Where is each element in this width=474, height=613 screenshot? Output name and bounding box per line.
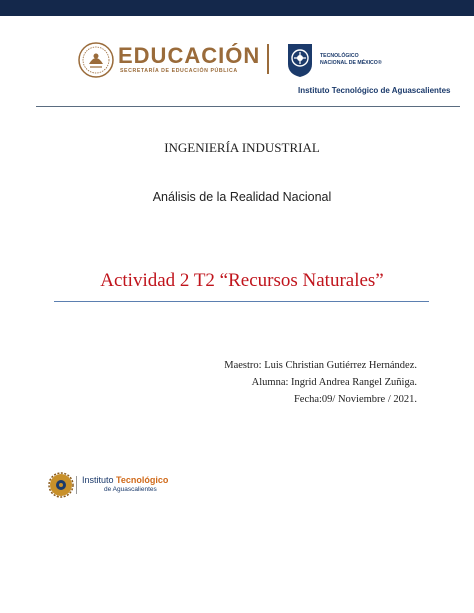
subject-name: Análisis de la Realidad Nacional — [152, 190, 332, 204]
sep-subtitle: SECRETARÍA DE EDUCACIÓN PÚBLICA — [120, 68, 238, 74]
student-line: Alumna: Ingrid Andrea Rangel Zuñiga. — [251, 377, 417, 388]
educacion-brand-title: EDUCACIÓN — [118, 43, 261, 68]
mexican-coat-of-arms-seal-icon — [78, 42, 114, 78]
title-underline — [54, 301, 429, 302]
activity-title: Actividad 2 T2 “Recursos Naturales” — [100, 270, 384, 291]
footer-institute-city: de Aguascalientes — [104, 486, 157, 493]
tecnm-line-2: NACIONAL DE MÉXICO® — [320, 60, 382, 66]
tecnm-shield-icon — [285, 42, 315, 78]
teacher-line: Maestro: Luis Christian Gutiérrez Hernández. — [224, 360, 417, 371]
top-color-bar — [0, 0, 474, 16]
footer-logo-divider — [76, 476, 77, 494]
ita-gear-emblem-icon — [48, 472, 74, 498]
institute-caption: Instituto Tecnológico de Aguascalientes — [298, 86, 451, 95]
footer-institute-name — [82, 475, 168, 485]
tecnm-wordmark — [320, 53, 382, 67]
career-name: INGENIERÍA INDUSTRIAL — [164, 140, 320, 155]
footer-name-part-2: Tecnológico — [116, 475, 169, 485]
footer-name-part-1: Instituto — [82, 475, 114, 485]
footer-ita-logo — [44, 470, 194, 502]
tecnm-line-1: TECNOLÓGICO — [320, 53, 359, 59]
header-divider-line — [36, 106, 460, 107]
logo-divider — [267, 44, 269, 74]
date-line: Fecha:09/ Noviembre / 2021. — [293, 394, 417, 405]
header-logos — [74, 40, 454, 96]
